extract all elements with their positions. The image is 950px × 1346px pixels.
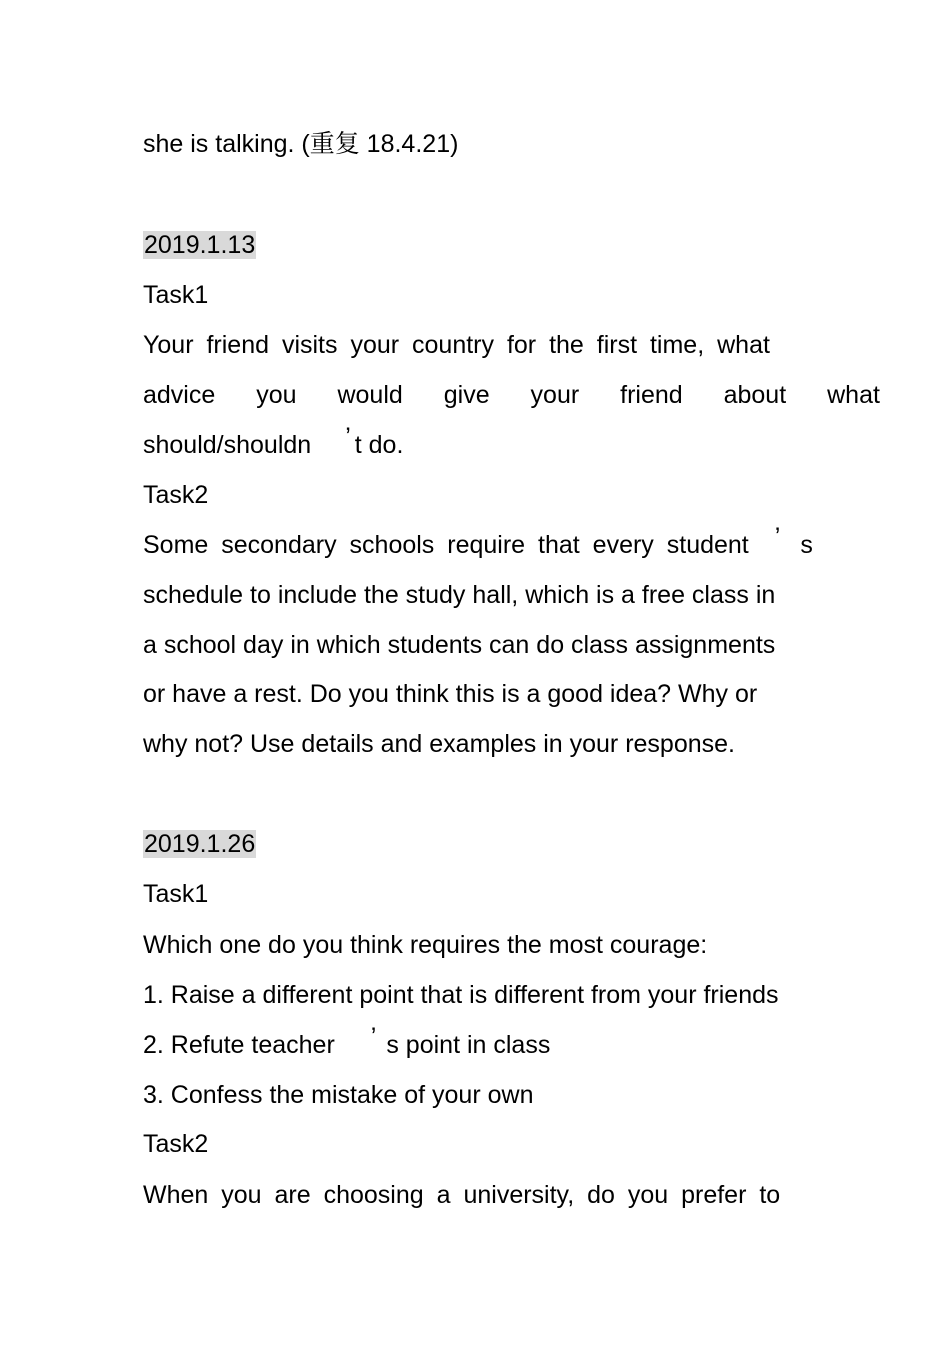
task-label: Task2	[143, 481, 209, 509]
section-date	[143, 230, 256, 260]
paragraph-line: When you are choosing a university, do you prefer to	[143, 1181, 781, 1209]
text-span: Some secondary schools require that every student	[143, 531, 749, 559]
apostrophe: ’	[370, 1023, 377, 1051]
text-span: s point in class	[386, 1031, 551, 1059]
date-highlight: 2019.1.26	[144, 830, 256, 858]
date-highlight: 2019.1.13	[144, 231, 256, 259]
list-item: 1. Raise a different point that is different from your friends	[143, 981, 779, 1009]
paragraph-line: why not? Use details and examples in your response.	[143, 730, 735, 758]
text-span: s	[800, 531, 813, 559]
paragraph-line	[143, 523, 813, 560]
list-item	[143, 1023, 551, 1060]
task-label: Task1	[143, 880, 209, 908]
paragraph-line: or have a rest. Do you think this is a good idea? Why or	[143, 680, 758, 708]
text-span: t do.	[354, 431, 404, 459]
section-date	[143, 829, 256, 859]
text-span: Your friend visits your country for the first time, what	[143, 331, 770, 359]
paragraph-line: advice you would give your friend about what	[143, 381, 880, 409]
apostrophe: ’	[345, 423, 351, 451]
paragraph-line: Which one do you think requires the most courage:	[143, 931, 708, 959]
list-item: 3. Confess the mistake of your own	[143, 1081, 534, 1109]
paragraph-line: schedule to include the study hall, which is a free class in	[143, 581, 776, 609]
paragraph-line: a school day in which students can do class assignments	[143, 631, 776, 659]
continuation-line: she is talking. (重复 18.4.21)	[143, 130, 459, 158]
task-label: Task2	[143, 1130, 209, 1158]
text-span: should/shouldn	[143, 431, 312, 459]
paragraph-line	[143, 330, 807, 360]
apostrophe: ’	[774, 523, 781, 551]
task-label: Task1	[143, 281, 209, 309]
text-span: 2. Refute teacher	[143, 1031, 335, 1059]
paragraph-line	[143, 423, 404, 460]
